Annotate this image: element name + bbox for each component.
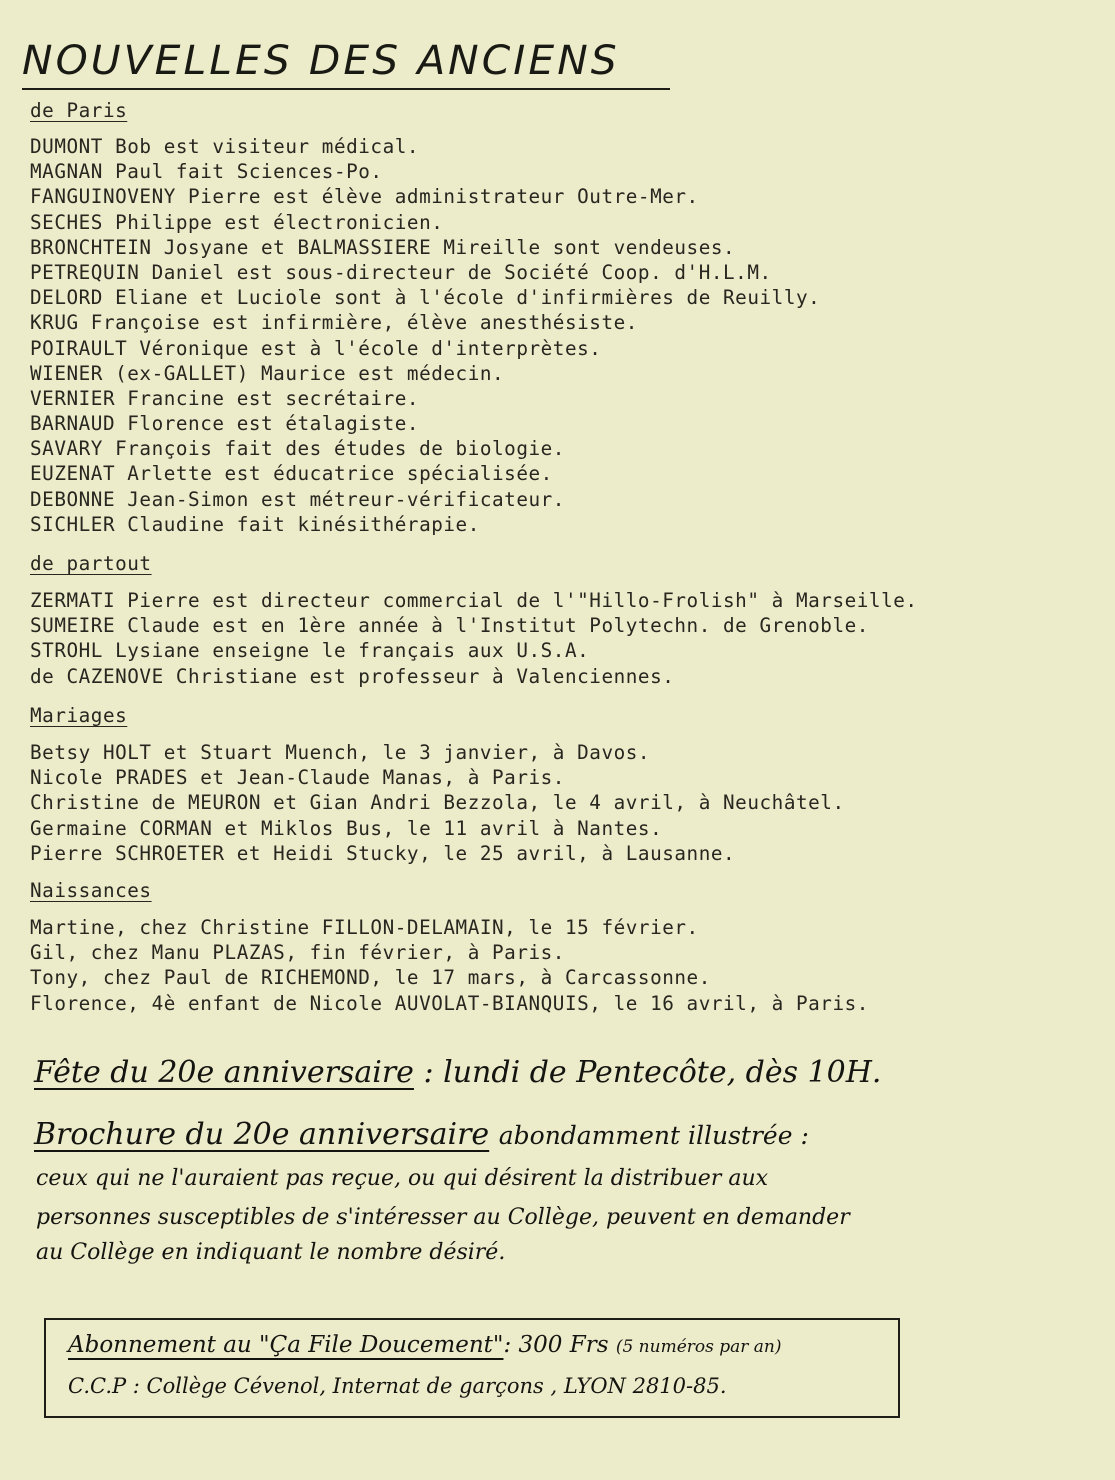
title-underline bbox=[22, 88, 670, 90]
ccp-line: C.C.P : Collège Cévenol, Internat de garçons , LYON 2810-85. bbox=[68, 1374, 727, 1398]
list-item: POIRAULT Véronique est à l'école d'interprètes. bbox=[30, 336, 602, 360]
brochure-text: abondamment illustrée : bbox=[498, 1121, 809, 1150]
list-item: BRONCHTEIN Josyane et BALMASSIERE Mireille sont vendeuses. bbox=[30, 235, 736, 259]
section-naissances bbox=[30, 878, 869, 1016]
list-item: Germaine CORMAN et Miklos Bus, le 11 avril à Nantes. bbox=[30, 816, 663, 840]
brochure-line-3: au Collège en indiquant le nombre désiré. bbox=[36, 1240, 506, 1265]
list-item: Nicole PRADES et Jean-Claude Manas, à Paris. bbox=[30, 766, 565, 790]
subscription-label: Abonnement au "Ça File Doucement" bbox=[68, 1332, 504, 1358]
partout-list bbox=[30, 588, 918, 689]
section-heading-paris: de Paris bbox=[30, 99, 128, 122]
mariages-list bbox=[30, 740, 845, 866]
list-item: SAVARY François fait des études de biologie. bbox=[30, 437, 565, 461]
list-item: SUMEIRE Claude est en 1ère année à l'Institut Polytechn. de Grenoble. bbox=[30, 614, 869, 638]
list-item: VERNIER Francine est secrétaire. bbox=[30, 386, 420, 410]
list-item: Betsy HOLT et Stuart Muench, le 3 janvier, à Davos. bbox=[30, 741, 651, 764]
subscription-box bbox=[44, 1318, 900, 1418]
brochure-announcement bbox=[34, 1117, 809, 1152]
fete-announcement bbox=[34, 1055, 881, 1090]
list-item: SECHES Philippe est électronicien. bbox=[30, 210, 444, 234]
subscription-note: (5 numéros par an) bbox=[615, 1337, 782, 1357]
section-heading-naissances: Naissances bbox=[30, 879, 152, 902]
list-item: FANGUINOVENY Pierre est élève administrateur Outre-Mer. bbox=[30, 185, 699, 209]
subscription-price: : 300 Frs bbox=[503, 1332, 609, 1358]
brochure-line-1: ceux qui ne l'auraient pas reçue, ou qui désirent la distribuer aux bbox=[36, 1166, 769, 1191]
list-item: SICHLER Claudine fait kinésithérapie. bbox=[30, 512, 480, 536]
list-item: MAGNAN Paul fait Sciences-Po. bbox=[30, 160, 383, 184]
list-item: BARNAUD Florence est étalagiste. bbox=[30, 412, 420, 436]
section-paris bbox=[30, 98, 820, 537]
list-item: DELORD Eliane et Luciole sont à l'école d'infirmières de Reuilly. bbox=[30, 286, 821, 310]
section-heading-partout: de partout bbox=[30, 552, 152, 575]
list-item: ZERMATI Pierre est directeur commercial de l'"Hillo-Frolish" à Marseille. bbox=[30, 589, 918, 612]
naissances-list bbox=[30, 915, 869, 1016]
brochure-line-2: personnes susceptibles de s'intéresser au Collège, peuvent en demander bbox=[36, 1205, 850, 1230]
list-item: de CAZENOVE Christiane est professeur à Valenciennes. bbox=[30, 664, 675, 688]
brochure-label: Brochure du 20e anniversaire bbox=[34, 1117, 490, 1152]
list-item: Florence, 4è enfant de Nicole AUVOLAT-BIANQUIS, le 16 avril, à Paris. bbox=[30, 991, 869, 1015]
paris-list bbox=[30, 134, 820, 537]
list-item: PETREQUIN Daniel est sous-directeur de Société Coop. d'H.L.M. bbox=[30, 260, 772, 284]
list-item: KRUG Françoise est infirmière, élève anesthésiste. bbox=[30, 311, 638, 335]
list-item: EUZENAT Arlette est éducatrice spécialisée. bbox=[30, 462, 553, 486]
list-item: DUMONT Bob est visiteur médical. bbox=[30, 135, 420, 158]
fete-label: Fête du 20e anniversaire bbox=[34, 1055, 414, 1090]
list-item: Tony, chez Paul de RICHEMOND, le 17 mars, à Carcassonne. bbox=[30, 966, 711, 990]
list-item: WIENER (ex-GALLET) Maurice est médecin. bbox=[30, 361, 505, 385]
list-item: Gil, chez Manu PLAZAS, fin février, à Paris. bbox=[30, 941, 565, 965]
list-item: Pierre SCHROETER et Heidi Stucky, le 25 avril, à Lausanne. bbox=[30, 841, 736, 865]
subscription-line bbox=[68, 1332, 782, 1358]
page-title: NOUVELLES DES ANCIENS bbox=[22, 38, 620, 84]
list-item: STROHL Lysiane enseigne le français aux U.S.A. bbox=[30, 639, 590, 663]
list-item: Martine, chez Christine FILLON-DELAMAIN, le 15 février. bbox=[30, 916, 699, 939]
section-partout bbox=[30, 551, 918, 689]
list-item: DEBONNE Jean-Simon est métreur-vérificateur. bbox=[30, 487, 565, 511]
fete-text: : lundi de Pentecôte, dès 10H. bbox=[423, 1055, 882, 1090]
section-heading-mariages: Mariages bbox=[30, 704, 128, 727]
list-item: Christine de MEURON et Gian Andri Bezzola, le 4 avril, à Neuchâtel. bbox=[30, 791, 845, 815]
section-mariages bbox=[30, 703, 845, 866]
